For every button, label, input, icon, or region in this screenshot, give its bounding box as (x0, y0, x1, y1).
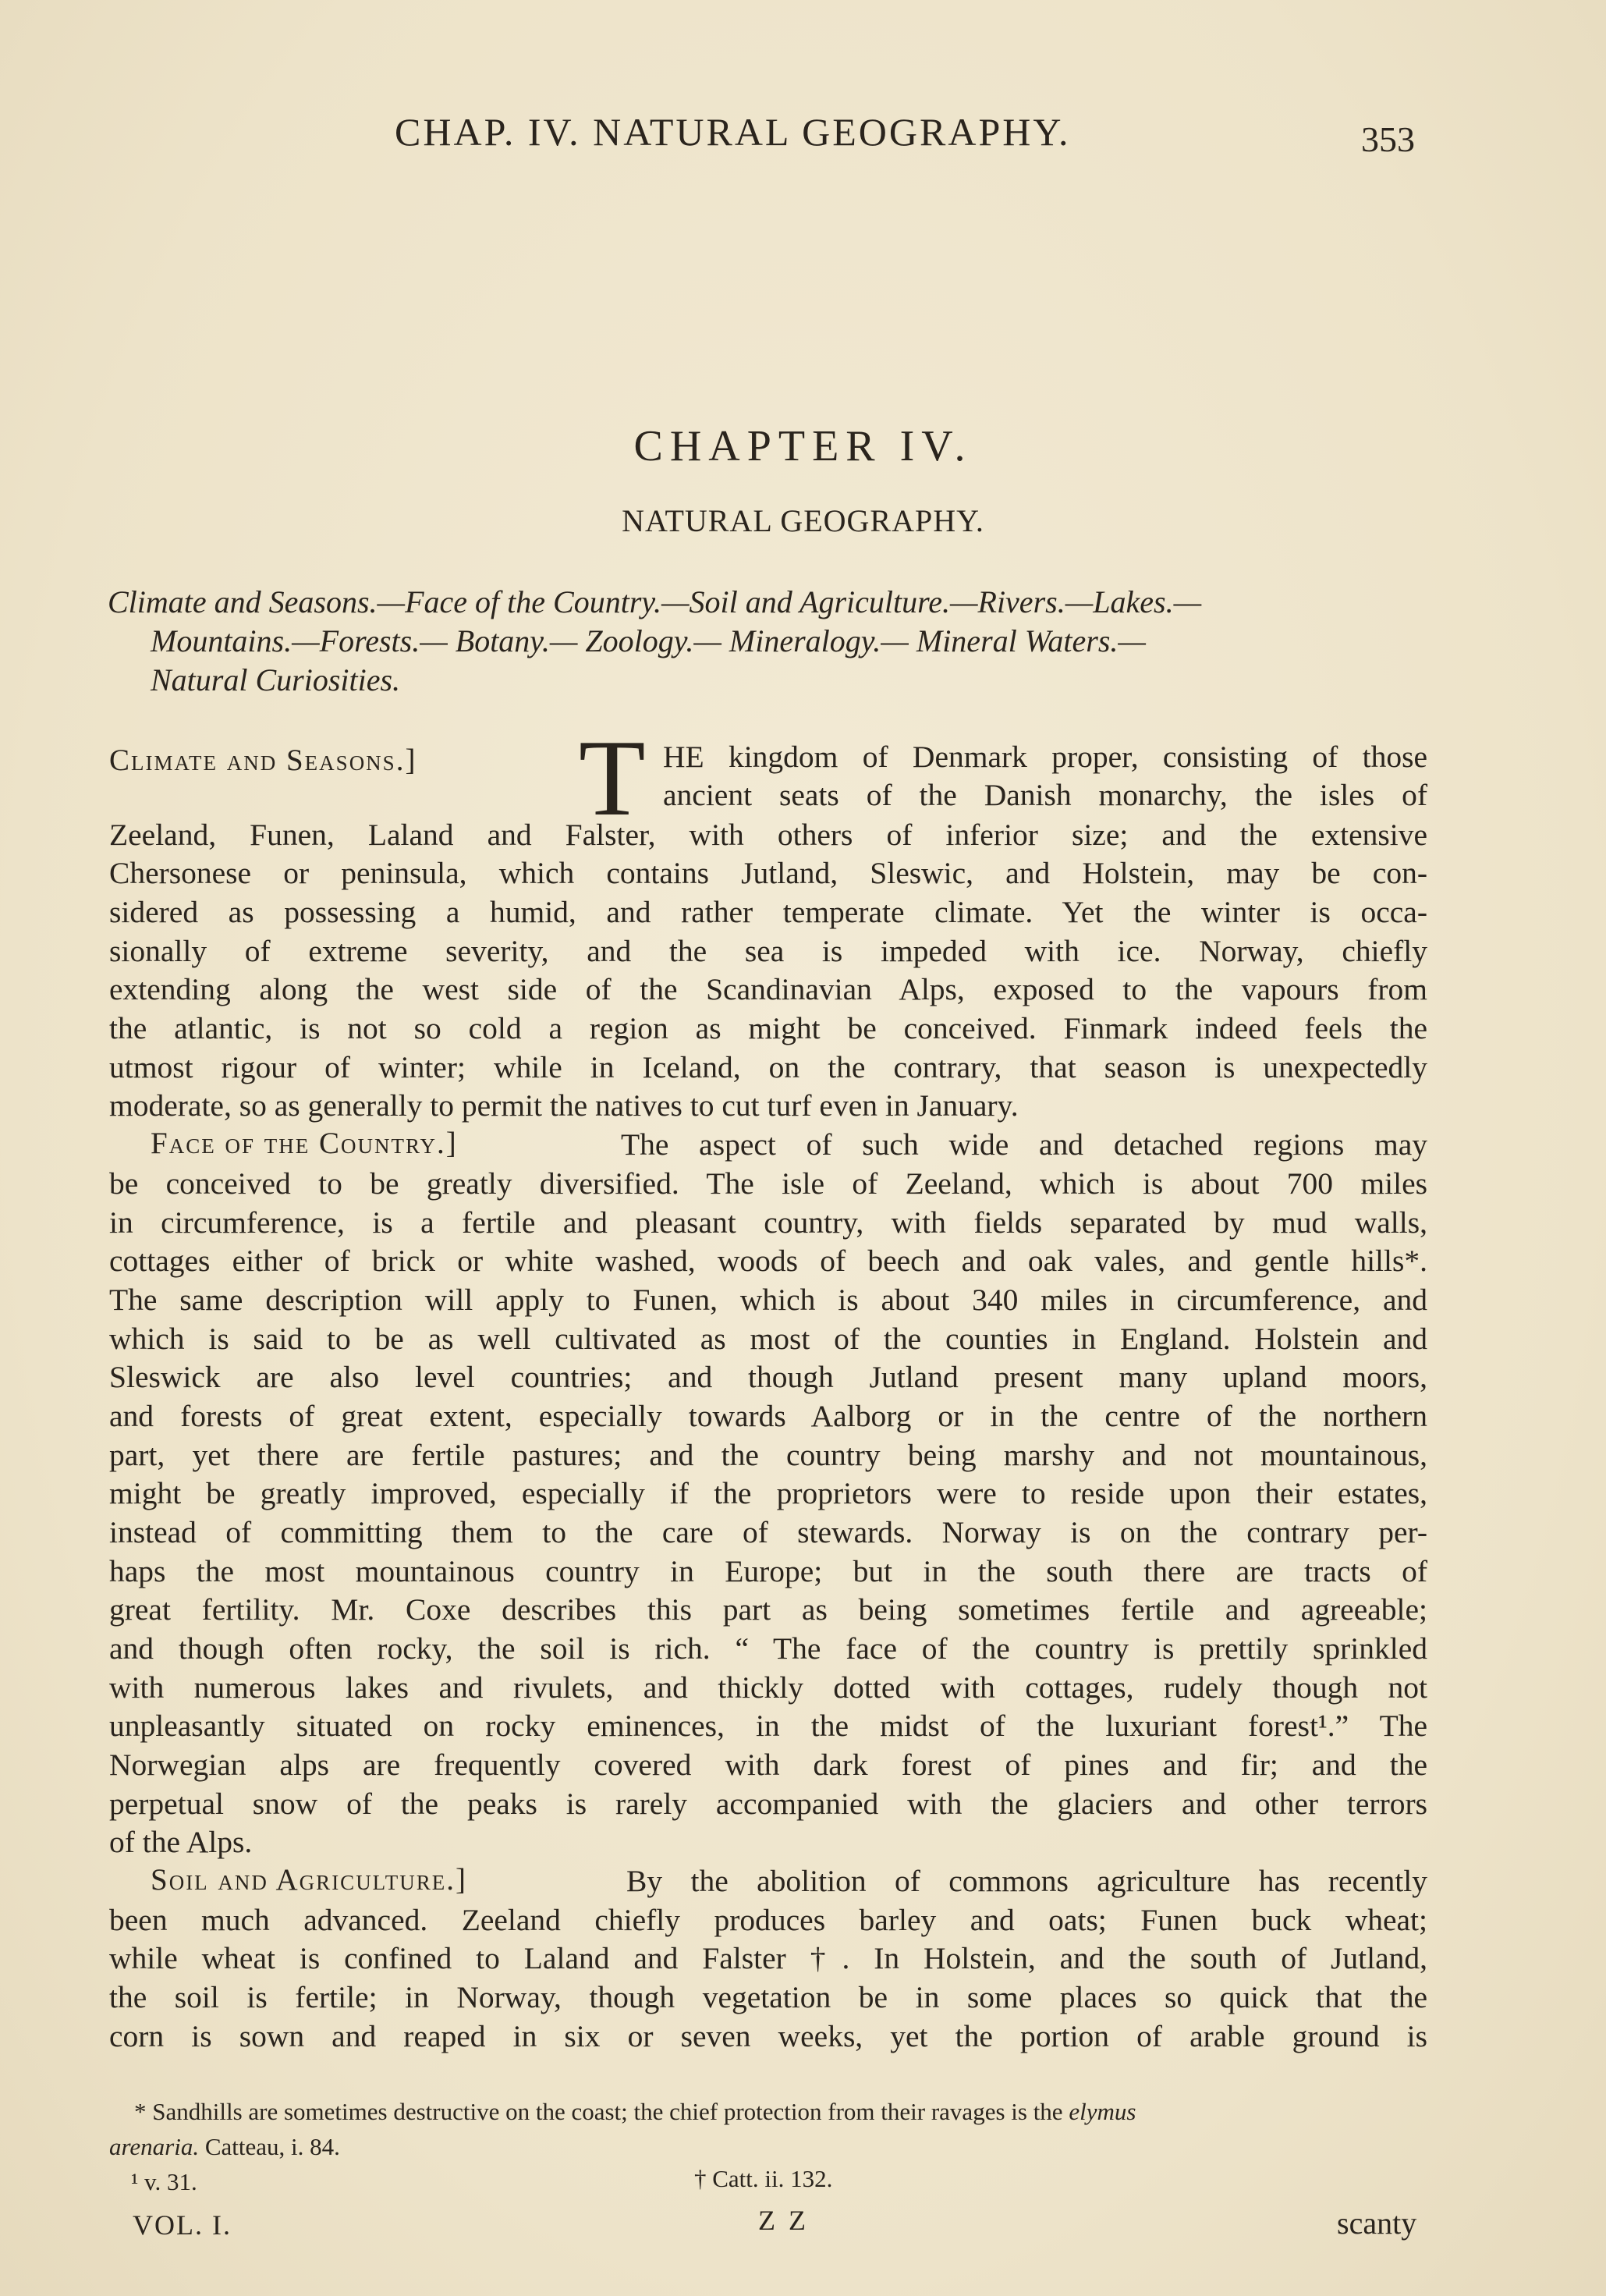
footnote-1: ¹ v. 31. (131, 2168, 197, 2195)
text-line: be conceived to be greatly diversified. The isle of Zeeland, which is about 700 miles (109, 1166, 1427, 1201)
text-line: cottages either of brick or white washed, woods of beech and oak vales, and gentle hills*. (109, 1244, 1427, 1278)
text-line: with numerous lakes and rivulets, and thickly dotted with cottages, rudely though not (109, 1670, 1427, 1705)
text-line: extending along the west side of the Scandinavian Alps, exposed to the vapours from (109, 972, 1427, 1006)
printer-signature: Z Z (758, 2205, 809, 2236)
text-line: might be greatly improved, especially if the proprietors were to reside upon their estates, (109, 1476, 1427, 1510)
text-line: instead of committing them to the care of stewards. Norway is on the contrary per- (109, 1515, 1427, 1549)
contents-line-2: Mountains.—Forests.— Botany.— Zoology.— Mineralogy.— Mineral Waters.— (151, 623, 1146, 658)
text-line: ancient seats of the Danish monarchy, the isles of (663, 778, 1427, 812)
text-line: sionally of extreme severity, and the sea is impeded with ice. Norway, chiefly (109, 934, 1427, 968)
text-line: unpleasantly situated on rocky eminences, in the midst of the luxuriant forest¹.” The (109, 1709, 1427, 1743)
catchword: scanty (1337, 2206, 1417, 2241)
text-line: utmost rigour of winter; while in Iceland, on the contrary, that season is unexpectedly (109, 1050, 1427, 1084)
text-line: great fertility. Mr. Coxe describes this part as being sometimes fertile and agreeable; (109, 1592, 1427, 1627)
text-line: The same description will apply to Funen, which is about 340 miles in circumference, and (109, 1283, 1427, 1317)
text-line: moderate, so as generally to permit the natives to cut turf even in January. (109, 1088, 1019, 1123)
footnote-star-text: * Sandhills are sometimes destructive on the coast; the chief protection from their ravages is the (134, 2098, 1063, 2125)
text-line: part, yet there are fertile pastures; and the country being marshy and not mountainous, (109, 1438, 1427, 1472)
text-line: of the Alps. (109, 1825, 253, 1859)
text-line: The aspect of such wide and detached regions may (621, 1127, 1427, 1162)
footnote-star (134, 2098, 1136, 2126)
text-line: sidered as possessing a humid, and rather temperate climate. Yet the winter is occa- (109, 895, 1427, 929)
text-line: Chersonese or peninsula, which contains Jutland, Sleswic, and Holstein, may be con- (109, 856, 1427, 890)
text-line: haps the most mountainous country in Europe; but in the south there are tracts of (109, 1554, 1427, 1588)
footnote-star-italic-2: arenaria. (109, 2133, 200, 2160)
text-line: Sleswick are also level countries; and though Jutland present many upland moors, (109, 1360, 1427, 1394)
section-heading-soil: Soil and Agriculture.] (151, 1863, 467, 1897)
drop-cap: T (579, 718, 646, 839)
footnote-star-cont (109, 2133, 340, 2161)
text-line: the atlantic, is not so cold a region as might be conceived. Finmark indeed feels the (109, 1011, 1427, 1045)
running-head: CHAP. IV. NATURAL GEOGRAPHY. (395, 110, 1071, 154)
volume-signature: VOL. I. (133, 2209, 232, 2241)
text-line: in circumference, is a fertile and pleasant country, with fields separated by mud walls, (109, 1205, 1427, 1240)
chapter-title: CHAPTER IV. (633, 422, 973, 470)
text-line: been much advanced. Zeeland chiefly produces barley and oats; Funen buck wheat; (109, 1903, 1427, 1937)
text-line: which is said to be as well cultivated as most of the counties in England. Holstein and (109, 1322, 1427, 1356)
contents-line-3: Natural Curiosities. (151, 662, 401, 697)
chapter-subtitle: NATURAL GEOGRAPHY. (622, 503, 984, 538)
text-line: the soil is fertile; in Norway, though vegetation be in some places so quick that the (109, 1980, 1427, 2014)
text-line: corn is sown and reaped in six or seven weeks, yet the portion of arable ground is (109, 2019, 1427, 2053)
text-line: and though often rocky, the soil is rich. “ The face of the country is prettily sprinkled (109, 1631, 1427, 1666)
section-heading-climate: Climate and Seasons.] (109, 743, 417, 777)
footnote-star-italic: elymus (1069, 2098, 1136, 2125)
text-line: and forests of great extent, especially towards Aalborg or in the centre of the northern (109, 1399, 1427, 1433)
text-line: HE kingdom of Denmark proper, consisting of those (663, 740, 1427, 774)
page-number: 353 (1361, 119, 1415, 159)
footnote-dagger: † Catt. ii. 132. (694, 2165, 833, 2192)
text-line: Norwegian alps are frequently covered with dark forest of pines and fir; and the (109, 1748, 1427, 1782)
contents-line-1: Climate and Seasons.—Face of the Country.—Soil and Agriculture.—Rivers.—Lakes.— (108, 584, 1202, 619)
section-heading-face: Face of the Country.] (151, 1127, 458, 1160)
text-line: perpetual snow of the peaks is rarely accompanied with the glaciers and other terrors (109, 1787, 1427, 1821)
footnote-star-source: Catteau, i. 84. (199, 2133, 340, 2160)
text-line: Zeeland, Funen, Laland and Falster, with others of inferior size; and the extensive (109, 818, 1427, 852)
text-line: while wheat is confined to Laland and Falster †. In Holstein, and the south of Jutland, (109, 1941, 1427, 1975)
text-line: By the abolition of commons agriculture has recently (626, 1864, 1427, 1898)
